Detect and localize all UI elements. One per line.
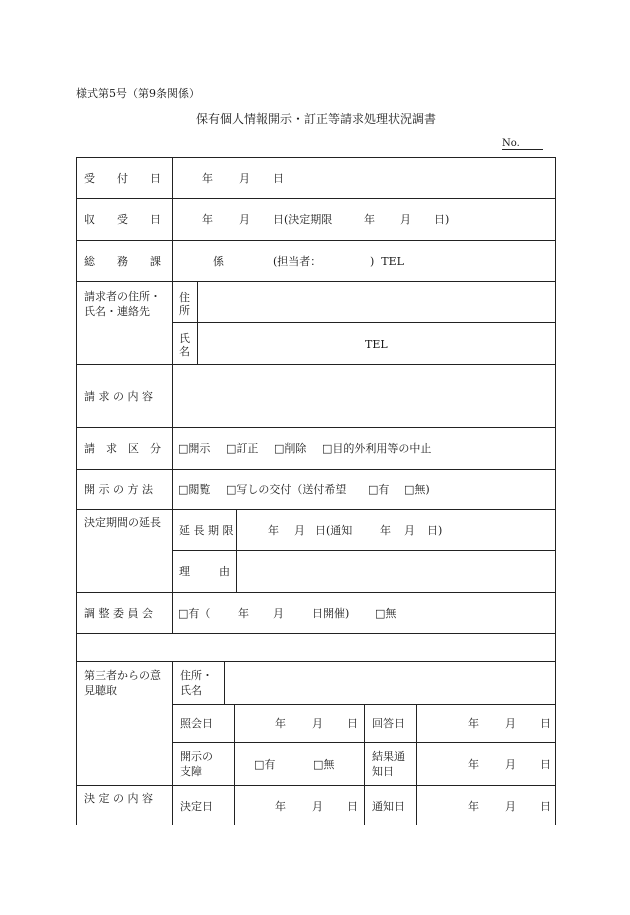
option-disclosure-checkbox[interactable]: □開示 <box>178 442 211 455</box>
received-month: 月 <box>239 172 250 185</box>
accepted-year: 年 <box>202 213 213 226</box>
deadline-year: 年 <box>364 213 375 226</box>
received-year: 年 <box>202 172 213 185</box>
no-label: No. <box>502 138 520 149</box>
decision-date-label: 決定日 <box>180 800 213 813</box>
extension-notice-year: 年 <box>380 524 391 537</box>
notice-year: 年 <box>468 800 479 813</box>
decision-content-label: 決 定 の 内 容 <box>84 792 153 805</box>
row-divider <box>76 427 556 428</box>
impediment-no-checkbox[interactable]: □無 <box>313 758 335 771</box>
decision-year: 年 <box>275 800 286 813</box>
option-usage-stop-checkbox[interactable]: □目的外利用等の中止 <box>322 442 432 455</box>
address-label-line1: 住 <box>179 291 190 304</box>
disclosure-method-label: 開 示 の 方 法 <box>84 483 153 496</box>
page-title: 保有個人情報開示・訂正等請求処理状況調書 <box>196 112 437 126</box>
option-copy-delivery-checkbox[interactable]: □写しの交付（送付希望 <box>226 483 347 496</box>
row-divider <box>76 281 556 282</box>
committee-held-label: 日開催) <box>312 607 350 620</box>
third-party-address-line1: 住所・ <box>180 669 213 682</box>
column-divider <box>224 661 225 704</box>
option-viewing-checkbox[interactable]: □閲覧 <box>178 483 211 496</box>
requester-label-line2: 氏名・連絡先 <box>84 305 150 318</box>
extension-notice-prefix: 日(通知 <box>315 524 353 537</box>
deadline-month: 月 <box>400 213 411 226</box>
accepted-month: 月 <box>239 213 250 226</box>
notice-day: 日 <box>540 800 551 813</box>
row-divider <box>76 198 556 199</box>
committee-year: 年 <box>238 607 249 620</box>
extension-month: 月 <box>294 524 305 537</box>
row-divider <box>76 364 556 365</box>
option-correction-checkbox[interactable]: □訂正 <box>226 442 259 455</box>
column-divider <box>416 704 417 825</box>
received-day: 日 <box>273 172 284 185</box>
third-party-label-line2: 見聴取 <box>84 684 117 697</box>
extension-period-label: 延 長 期 限 <box>179 524 234 537</box>
extension-reason-label-2: 由 <box>219 565 230 578</box>
no-underline <box>502 149 543 150</box>
impediment-label-line2: 支障 <box>180 765 202 778</box>
row-divider <box>172 550 556 551</box>
result-notice-month: 月 <box>505 758 516 771</box>
committee-month: 月 <box>273 607 284 620</box>
impediment-label-line1: 開示の <box>180 750 213 763</box>
form-number: 様式第5号（第9条関係） <box>76 87 200 100</box>
row-divider <box>76 661 556 662</box>
committee-label: 調 整 委 員 会 <box>84 607 153 620</box>
received-date-label: 受 付 日 <box>84 172 161 185</box>
requester-label-line1: 請求者の住所・ <box>84 290 161 303</box>
deadline-day: 日) <box>434 213 450 226</box>
general-affairs-label: 総 務 課 <box>84 255 161 268</box>
contact-person-prefix: (担当者： <box>273 255 322 268</box>
impediment-yes-checkbox[interactable]: □有 <box>254 758 276 771</box>
option-deletion-checkbox[interactable]: □削除 <box>274 442 307 455</box>
extension-notice-month: 月 <box>404 524 415 537</box>
column-divider <box>234 704 235 825</box>
column-divider <box>172 157 173 633</box>
committee-no-checkbox[interactable]: □無 <box>375 607 397 620</box>
request-type-label: 請 求 区 分 <box>84 442 161 455</box>
answer-month: 月 <box>505 717 516 730</box>
contact-tel-label: ) TEL <box>370 255 404 268</box>
result-notice-label-line1: 結果通 <box>372 750 405 763</box>
section-label: 係 <box>213 255 224 268</box>
request-content-label: 請 求 の 内 容 <box>84 390 153 403</box>
notice-month: 月 <box>505 800 516 813</box>
result-notice-label-line2: 知日 <box>372 765 394 778</box>
column-divider <box>236 509 237 592</box>
inquiry-year: 年 <box>275 717 286 730</box>
result-notice-year: 年 <box>468 758 479 771</box>
inquiry-date-label: 照会日 <box>180 717 213 730</box>
decision-day: 日 <box>347 800 358 813</box>
column-divider <box>172 661 173 825</box>
answer-day: 日 <box>540 717 551 730</box>
committee-yes-checkbox[interactable]: □有（ <box>178 607 211 620</box>
accepted-date-label: 収 受 日 <box>84 213 161 226</box>
third-party-label-line1: 第三者からの意 <box>84 669 161 682</box>
name-label-line2: 名 <box>179 345 190 358</box>
inquiry-day: 日 <box>347 717 358 730</box>
row-divider <box>76 469 556 470</box>
row-divider <box>172 322 556 323</box>
option-shipping-yes-checkbox[interactable]: □有 <box>368 483 390 496</box>
inquiry-month: 月 <box>312 717 323 730</box>
decision-deadline-prefix: 日(決定期限 <box>273 213 333 226</box>
extension-label: 決定期間の延長 <box>84 516 161 529</box>
row-divider <box>76 785 556 786</box>
decision-month: 月 <box>312 800 323 813</box>
column-divider <box>364 704 365 825</box>
answer-year: 年 <box>468 717 479 730</box>
column-divider <box>197 281 198 364</box>
extension-notice-day: 日) <box>427 524 443 537</box>
requester-tel-label: TEL <box>365 338 388 351</box>
row-divider <box>76 592 556 593</box>
third-party-address-line2: 氏名 <box>180 684 202 697</box>
answer-date-label: 回答日 <box>372 717 405 730</box>
extension-reason-label-1: 理 <box>179 565 190 578</box>
result-notice-day: 日 <box>540 758 551 771</box>
address-label-line2: 所 <box>179 304 190 317</box>
option-shipping-no-checkbox[interactable]: □無) <box>404 483 430 496</box>
row-divider <box>76 633 556 634</box>
name-label-line1: 氏 <box>179 332 190 345</box>
notice-date-label: 通知日 <box>372 800 405 813</box>
extension-year: 年 <box>268 524 279 537</box>
row-divider <box>76 240 556 241</box>
row-divider <box>76 509 556 510</box>
